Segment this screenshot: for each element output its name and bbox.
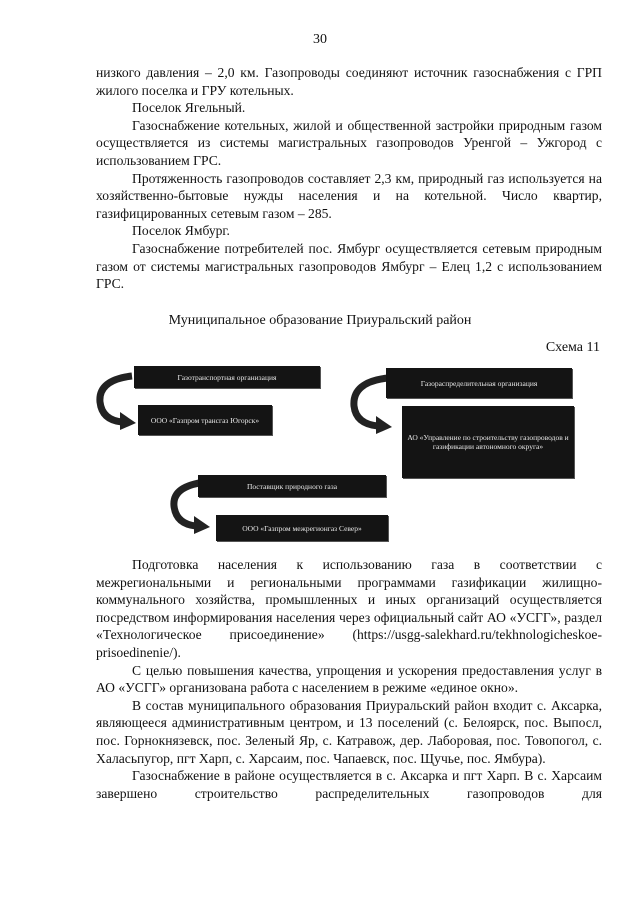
gto-header-box — [134, 366, 320, 388]
gro-header: Газораспределительная организация — [420, 378, 538, 388]
supplier-name: ООО «Газпром межрегионгаз Север» — [242, 523, 362, 533]
top-text-block — [96, 64, 602, 293]
schema-label: Схема 11 — [545, 340, 600, 355]
gro-name-box — [402, 406, 574, 478]
section-title: Муниципальное образование Приуральский район — [168, 313, 472, 328]
paragraph: С целью повышения качества, упрощения и ускорения предоставления услуг в АО «УСГГ» организована работа с населением в режиме «единое окно». — [96, 662, 602, 696]
supplier-header-box — [198, 475, 386, 497]
paragraph: Поселок Ягельный. — [132, 100, 246, 116]
paragraph: В состав муниципального образования Приуральский район входит с. Аксарка, являющееся административным центром, и 13 поселений (с. Белоярск, пос. Выпосл, пос. Горнокнязевск, пос. Зеленый Яр, с. Катравож, дер. Лаборовая, пос. Товопогол, с. Халасьпугор, пгт Харп, с. Харсаим, пос. Чапаевск, пос. Щучье, пос. Ямбура). — [96, 697, 602, 766]
paragraph: Газоснабжение в районе осуществляется в с. Аксарка и пгт Харп. В с. Харсаим завершено строительство распределительных газопроводов для — [96, 768, 602, 801]
gro-header-box — [386, 368, 572, 398]
paragraph: Поселок Ямбург. — [132, 223, 230, 239]
page-number: 30 — [313, 32, 327, 47]
paragraph: Протяженность газопроводов составляет 2,3 км, природный газ используется на хозяйственно-бытовые нужды населения и на котельной. Число квартир, газифицированных сетевым газом – 285. — [96, 170, 602, 221]
supplier-name-box — [216, 515, 388, 541]
paragraph: низкого давления – 2,0 км. Газопроводы соединяют источник газоснабжения с ГРП жилого поселка и ГРУ котельных. — [96, 65, 602, 98]
supplier-header: Поставщик природного газа — [246, 481, 338, 491]
paragraph: Подготовка населения к использованию газа в соответствии с межрегиональными и региональными программами газификации жилищно-коммунального хозяйства, промышленных и иных организаций осуществляется посредством информирования населения через официальный сайт АО «УСГГ», раздел «Технологическое присоединение» (https://usgg-salekhard.ru/tekhnologicheskoe-prisoedinenie/). — [96, 557, 602, 660]
gto-name: ООО «Газпром трансгаз Югорск» — [150, 415, 260, 425]
gro-name: АО «Управление по строительству газопроводов и газификации автономного округа» — [407, 433, 569, 451]
paragraph: Газоснабжение потребителей пос. Ямбург осуществляется сетевым природным газом от системы магистральных газопроводов Ямбург – Елец 1,2 с использованием ГРС. — [96, 240, 602, 292]
paragraph: Газоснабжение котельных, жилой и общественной застройки природным газом осуществляется из системы магистральных газопроводов Уренгой – Ужгород с использованием ГРС. — [96, 117, 602, 168]
bottom-text-block — [96, 556, 602, 802]
gto-header: Газотранспортная организация — [177, 372, 277, 382]
gto-name-box — [138, 405, 272, 435]
